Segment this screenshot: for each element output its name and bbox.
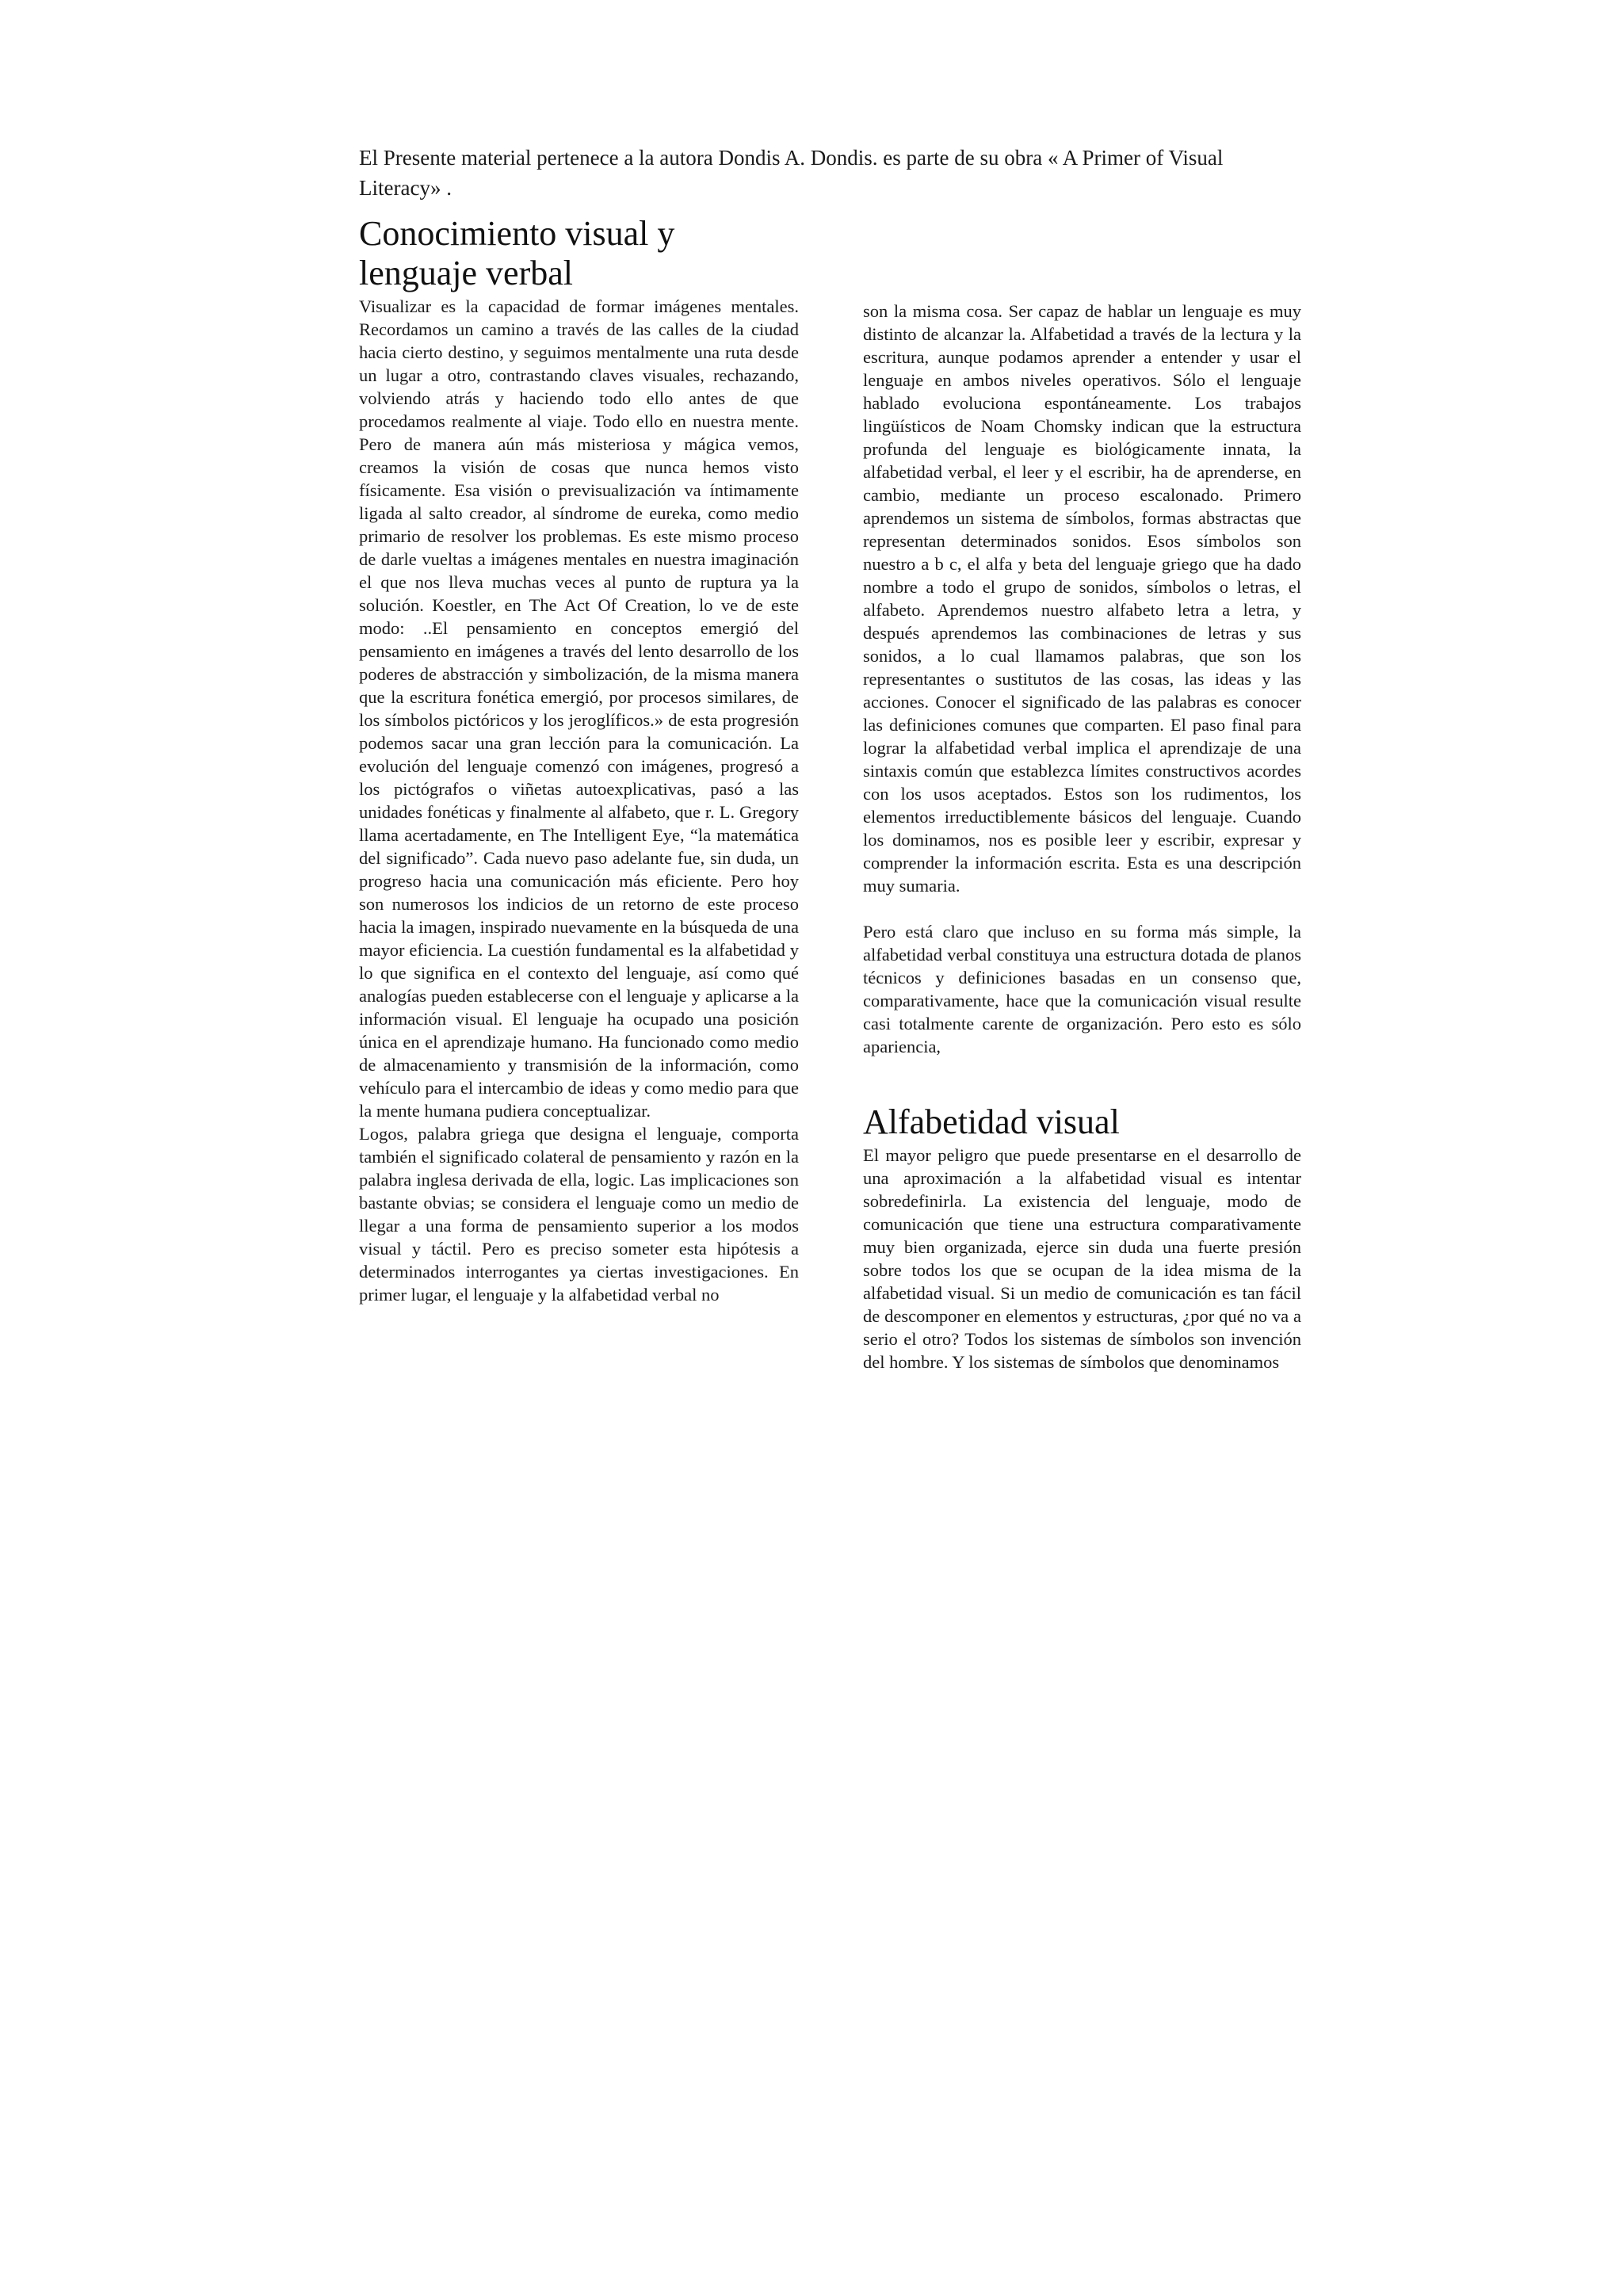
body-paragraph: El mayor peligro que puede presentarse en el desarrollo de una aproximación a la alfabetidad visual es intentar sobredefinirla. La existencia del lenguaje, modo de comunicación que tiene una estructura comparativamente muy bien organizada, ejerce sin duda una fuerte presión sobre todos los que se ocupan de la idea misma de la alfabetidad visual. Si un medio de comunicación es tan fácil de descomponer en elementos y estructuras, ¿por qué no va a serio el otro? Todos los sistemas de símbolos son invención del hombre. Y los sistemas de símbolos que denominamos bbox=[863, 1145, 1301, 1372]
intro-note: El Presente material pertenece a la autora Dondis A. Dondis. es parte de su obra « A Primer of Visual Literacy» . bbox=[359, 146, 1224, 200]
section-spacer bbox=[863, 1058, 1301, 1102]
paragraph-spacer bbox=[863, 897, 1301, 920]
body-paragraph: Pero está claro que incluso en su forma más simple, la alfabetidad verbal constituya una estructura dotada de planos técnicos y definiciones basadas en un consenso que, comparativamente, hace que la comunicación visual resulte casi totalmente carente de organización. Pero esto es sólo apariencia, bbox=[863, 922, 1301, 1056]
body-paragraph: son la misma cosa. Ser capaz de hablar un lenguaje es muy distinto de alcanzar la. Alfabetidad a través de la lectura y la escritura, aunque podamos aprender a entender y usar el lenguaje en ambos niveles operativos. Sólo el lenguaje hablado evoluciona espontáneamente. Los trabajos lingüísticos de Noam Chomsky indican que la estructura profunda del lenguaje es biológicamente innata, la alfabetidad verbal, el leer y el escribir, ha de aprenderse, en cambio, mediante un proceso escalonado. Primero aprendemos un sistema de símbolos, formas abstractas que representan determinados sonidos. Esos símbolos son nuestro a b c, el alfa y beta del lenguaje griego que ha dado nombre a todo el grupo de sonidos, símbolos o letras, el alfabeto. Aprendemos nuestro alfabeto letra a letra, y después aprendemos las combinaciones de letras y sus sonidos, a lo cual llamamos palabras, que son los representantes o sustitutos de las cosas, las ideas y las acciones. Conocer el significado de las palabras es conocer las definiciones comunes que comparten. El paso final para lograr la alfabetidad verbal implica el aprendizaje de una sintaxis común que establezca límites constructivos acordes con los usos aceptados. Estos son los rudimentos, los elementos irreductiblemente básicos del lenguaje. Cuando los dominamos, nos es posible leer y escribir, expresar y comprender la información escrita. Esta es una descripción muy sumaria. bbox=[863, 301, 1301, 896]
right-column bbox=[863, 300, 1301, 1373]
left-column bbox=[359, 214, 799, 1306]
body-paragraph: Logos, palabra griega que designa el lenguaje, comporta también el significado colateral de pensamiento y razón en la palabra inglesa derivada de ella, logic. Las implicaciones son bastante obvias; se considera el lenguaje como un medio de llegar a una forma de pensamiento superior a los modos visual y táctil. Pero es preciso someter esta hipótesis a determinados interrogantes ya ciertas investigaciones. En primer lugar, el lenguaje y la alfabetidad verbal no bbox=[359, 1124, 799, 1305]
section-heading-conocimiento-visual: Conocimiento visual y lenguaje verbal bbox=[359, 214, 675, 292]
section-heading-alfabetidad-visual: Alfabetidad visual bbox=[863, 1102, 1120, 1141]
body-paragraph: Visualizar es la capacidad de formar imágenes mentales. Recordamos un camino a través de las calles de la ciudad hacia cierto destino, y seguimos mentalmente una ruta desde un lugar a otro, contrastando claves visuales, rechazando, volviendo atrás y haciendo todo ello antes de que procedamos realmente al viaje. Todo ello en nuestra mente. Pero de manera aún más misteriosa y mágica vemos, creamos la visión de cosas que nunca hemos visto físicamente. Esa visión o previsualización va íntimamente ligada al salto creador, al síndrome de eureka, como medio primario de resolver los problemas. Es este mismo proceso de darle vueltas a imágenes mentales en nuestra imaginación el que nos lleva muchas veces al punto de ruptura ya la solución. Koestler, en The Act Of Creation, lo ve de este modo: ..El pensamiento en conceptos emergió del pensamiento en imágenes a través del lento desarrollo de los poderes de abstracción y simbolización, de la misma manera que la escritura fonética emergió, por procesos similares, de los símbolos pictóricos y los jeroglíficos.» de esta progresión podemos sacar una gran lección para la comunicación. La evolución del lenguaje comenzó con imágenes, progresó a los pictógrafos o viñetas autoexplicativas, pasó a las unidades fonéticas y finalmente al alfabeto, que r. L. Gregory llama acertadamente, en The Intelligent Eye, “la matemática del significado”. Cada nuevo paso adelante fue, sin duda, un progreso hacia una comunicación más eficiente. Pero hoy son numerosos los indicios de un retorno de este proceso hacia la imagen, inspirado nuevamente en la búsqueda de una mayor eficiencia. La cuestión fundamental es la alfabetidad y lo que significa en el contexto del lenguaje, así como qué analogías pueden establecerse con el lenguaje y aplicarse a la información visual. El lenguaje ha ocupado una posición única en el aprendizaje humano. Ha funcionado como medio de almacenamiento y transmisión de la información, como vehículo para el intercambio de ideas y como medio para que la mente humana pudiera conceptualizar. bbox=[359, 296, 799, 1121]
